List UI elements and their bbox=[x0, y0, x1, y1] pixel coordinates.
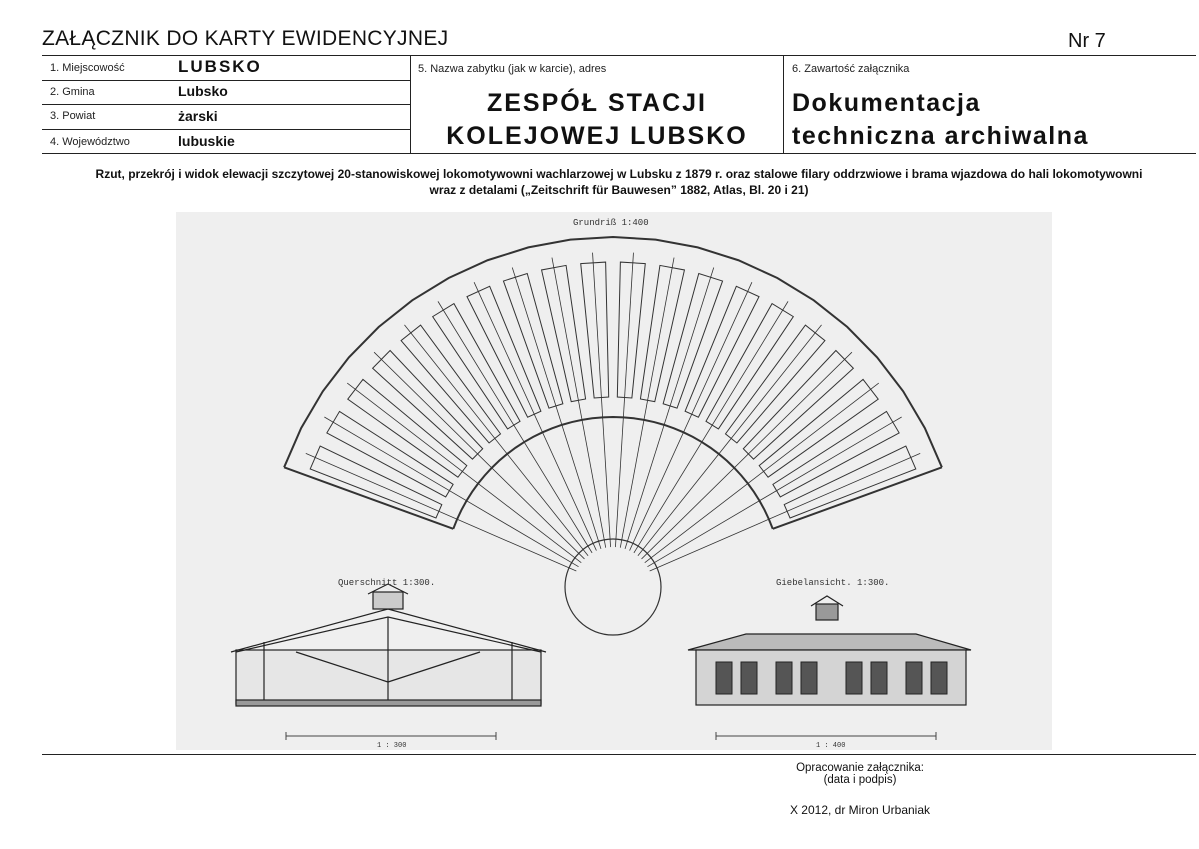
inspection-pit bbox=[685, 286, 759, 417]
footer-label: Opracowanie załącznika: bbox=[796, 762, 924, 774]
field-label-miejscowosc: 1. Miejscowość bbox=[50, 62, 125, 74]
elevation-window bbox=[801, 662, 817, 694]
track-line bbox=[645, 383, 879, 563]
track-line bbox=[650, 453, 921, 571]
elevation-window bbox=[846, 662, 862, 694]
field-value-miejscowosc: LUBSKO bbox=[178, 57, 262, 76]
elevation-window bbox=[741, 662, 757, 694]
header-rule bbox=[42, 55, 1196, 56]
field-value-gmina: Lubsko bbox=[178, 83, 228, 99]
track-line bbox=[438, 301, 592, 553]
elevation-window bbox=[871, 662, 887, 694]
archival-drawing bbox=[176, 212, 1052, 750]
inspection-pit bbox=[725, 325, 824, 443]
field-value-wojewodztwo: lubuskie bbox=[178, 133, 235, 149]
track-line bbox=[615, 253, 633, 547]
attachment-number: Nr 7 bbox=[1068, 30, 1106, 52]
plan-label: Grundriß 1:400 bbox=[573, 218, 649, 228]
roundhouse-plan bbox=[284, 237, 942, 635]
caption-line1: Rzut, przekrój i widok elewacji szczytowej 20-stanowiskowej lokomotywowni wachlarzowej w Lubsku z 1879 r. oraz stalowe filary oddrzwiowe i brama wjazdowa do hali lokomotywowni bbox=[95, 167, 1143, 181]
monument-name-line1: ZESPÓŁ STACJI bbox=[486, 89, 707, 117]
footer-sublabel: (data i podpis) bbox=[823, 774, 897, 786]
footer-signature: X 2012, dr Miron Urbaniak bbox=[789, 803, 931, 817]
roundhouse-drawing-svg bbox=[176, 212, 1052, 750]
inspection-pit bbox=[401, 325, 500, 443]
turntable bbox=[565, 539, 661, 635]
content-line1: Dokumentacja bbox=[792, 89, 981, 117]
track-line bbox=[512, 268, 601, 549]
track-line bbox=[634, 301, 788, 553]
elevation-label: Giebelansicht. 1:300. bbox=[776, 578, 890, 588]
field-divider bbox=[42, 104, 410, 105]
track-line bbox=[620, 258, 674, 548]
elevation-scale-label: 1 : 400 bbox=[816, 742, 846, 750]
content-line2: techniczna archiwalna bbox=[792, 122, 1089, 150]
table-bottom-rule bbox=[42, 153, 1196, 154]
monument-name-line2: KOLEJOWEJ LUBSKO bbox=[446, 122, 748, 150]
content-label: 6. Zawartość załącznika bbox=[792, 63, 910, 75]
document-title: ZAŁĄCZNIK DO KARTY EWIDENCYJNEJ bbox=[42, 27, 449, 50]
track-line bbox=[552, 258, 606, 548]
caption-line2: wraz z detalami („Zeitschrift für Bauwesen” 1882, Atlas, Bl. 20 i 21) bbox=[429, 183, 809, 197]
field-label-wojewodztwo: 4. Województwo bbox=[50, 136, 130, 148]
track-line bbox=[625, 268, 714, 549]
field-label-gmina: 2. Gmina bbox=[50, 86, 95, 98]
inspection-pit bbox=[467, 286, 541, 417]
inspection-pit bbox=[310, 446, 442, 518]
field-divider bbox=[42, 129, 410, 130]
section-label: Querschnitt 1:300. bbox=[338, 578, 436, 588]
section-scale-label: 1 : 300 bbox=[377, 742, 407, 750]
elevation-scale-bar bbox=[716, 732, 936, 740]
track-line bbox=[306, 453, 577, 571]
monument-label: 5. Nazwa zabytku (jak w karcie), adres bbox=[418, 63, 607, 75]
elevation-window bbox=[716, 662, 732, 694]
outer-wall bbox=[284, 237, 942, 467]
cross-section bbox=[231, 584, 546, 706]
column-divider bbox=[783, 55, 784, 153]
track-line bbox=[593, 253, 611, 547]
field-label-powiat: 3. Powiat bbox=[50, 110, 96, 122]
field-divider bbox=[42, 80, 410, 81]
track-line bbox=[347, 383, 581, 563]
inner-wall bbox=[453, 417, 772, 529]
elevation-window bbox=[931, 662, 947, 694]
elevation-window bbox=[776, 662, 792, 694]
section-scale-bar bbox=[286, 732, 496, 740]
field-value-powiat: żarski bbox=[178, 108, 218, 124]
drawing-bottom-rule bbox=[42, 754, 1196, 755]
elevation-window bbox=[906, 662, 922, 694]
inspection-pit bbox=[784, 446, 916, 518]
